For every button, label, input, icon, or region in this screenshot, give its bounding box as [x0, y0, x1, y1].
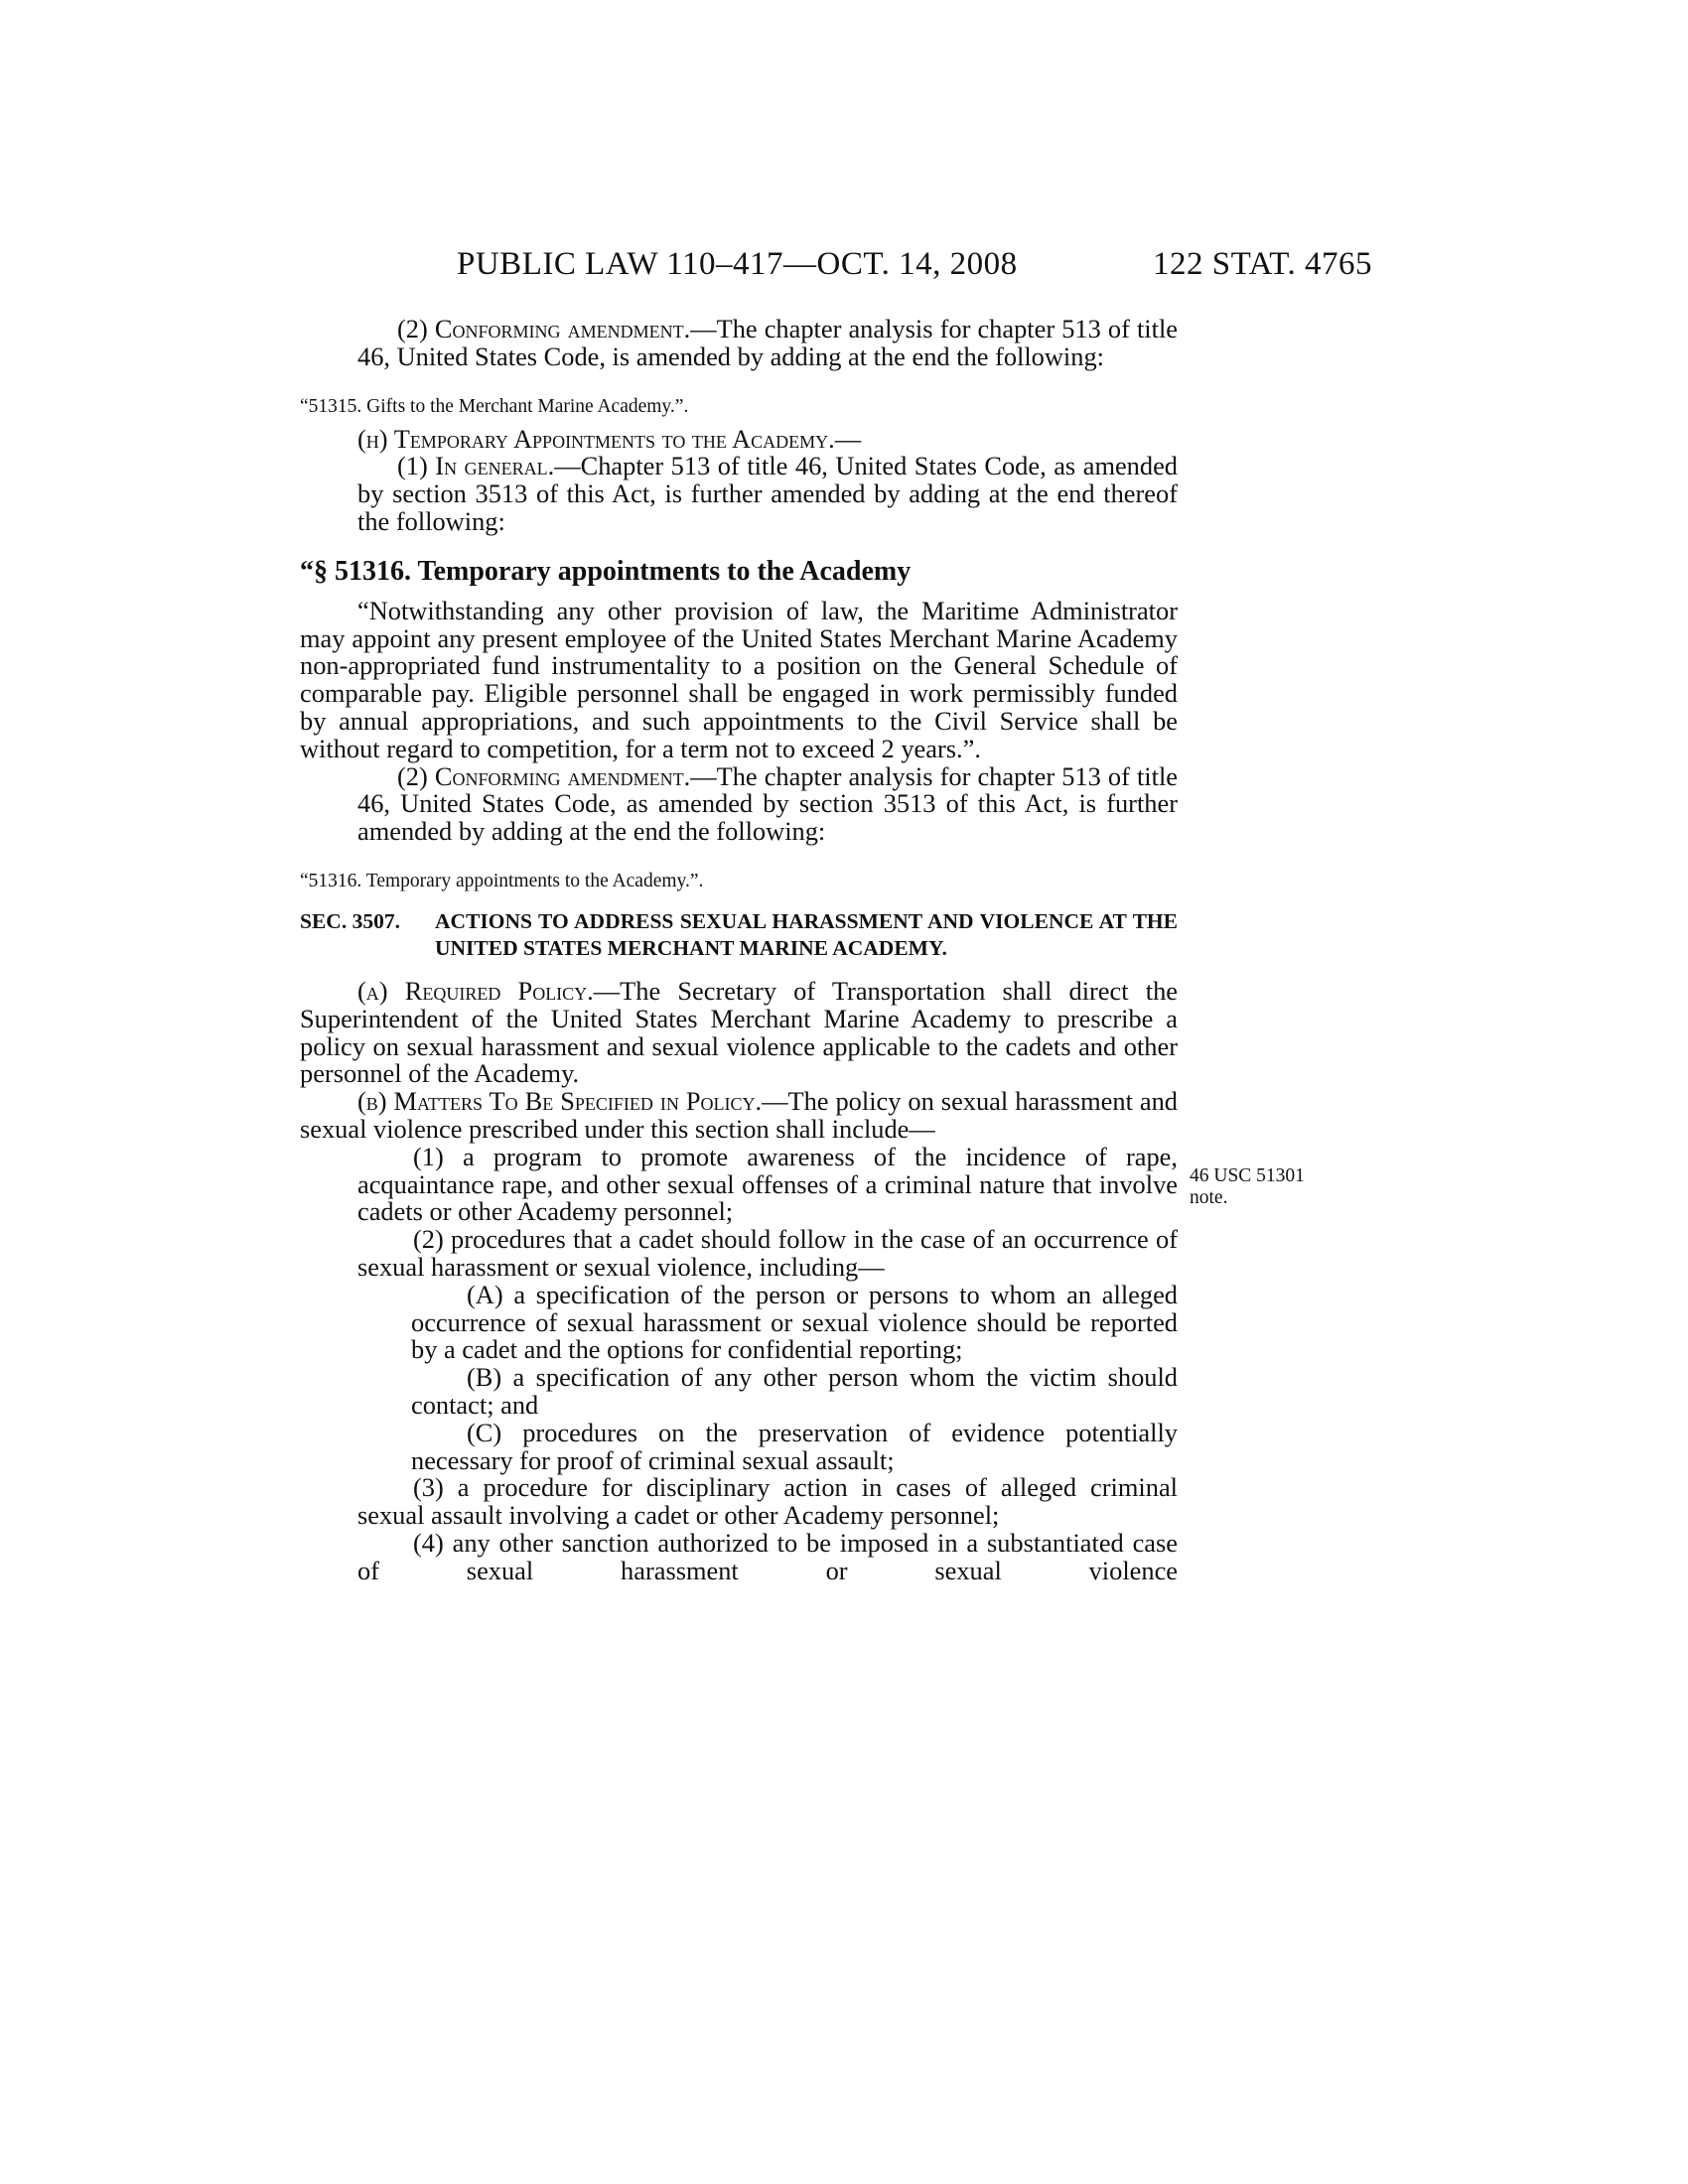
- subsection-heading: (a) Required Policy.: [357, 975, 594, 1006]
- heading-dash: —: [834, 423, 862, 454]
- subparagraph-c: (C) procedures on the preservation of evidence potentially necessary for proof of criminal sexual assault;: [411, 1417, 1178, 1475]
- chapter-analysis-entry: “51315. Gifts to the Merchant Marine Academy.”.: [300, 395, 689, 417]
- subsection-text: —The policy on sexual harassment and sexual violence prescribed under this section shall include—: [300, 1086, 1178, 1144]
- section-number: SEC. 3507.: [300, 908, 400, 933]
- subparagraph-b: (B) a specification of any other person whom the victim should contact; and: [411, 1362, 1178, 1420]
- paragraph-text: —The chapter analysis for chapter 513 of title 46, United States Code, as amended by section 3513 of this Act, is further amended by adding at the end the following:: [357, 760, 1179, 847]
- paragraph-b4: (4) any other sanction authorized to be imposed in a substantiated case of sexual harassment or sexual violence: [357, 1527, 1178, 1585]
- margin-note-label: note.: [1190, 1187, 1228, 1208]
- usc-margin-note: [1190, 1165, 1358, 1209]
- chapter-analysis-entry: “51316. Temporary appointments to the Academy.”.: [300, 870, 704, 891]
- paragraph-heading: (2) Conforming amendment.: [397, 314, 691, 343]
- subsection-heading-text: (h) Temporary Appointments to the Academy.: [357, 423, 835, 454]
- paragraph-b2: (2) procedures that a cadet should follow in the case of an occurrence of sexual harassment or sexual violence, including—: [357, 1224, 1178, 1282]
- statute-page-number: 122 STAT. 4765: [1152, 246, 1372, 282]
- subsection-h-heading: [357, 423, 1178, 454]
- paragraph-text: —The chapter analysis for chapter 513 of title 46, United States Code, is amended by adding at the end the following:: [357, 314, 1179, 371]
- section-heading: “§ 51316. Temporary appointments to the Academy: [300, 555, 912, 587]
- paragraph-heading: (1) In general.: [397, 451, 555, 481]
- subsection-heading: (b) Matters To Be Specified in Policy.: [357, 1086, 763, 1117]
- margin-note-citation: 46 USC 51301: [1190, 1165, 1305, 1186]
- section-header: [300, 908, 1178, 962]
- paragraph-b3: (3) a procedure for disciplinary action in cases of alleged criminal sexual assault involving a cadet or other Academy personnel;: [357, 1472, 1178, 1531]
- paragraph-h1: [357, 453, 1178, 535]
- spacer: [300, 536, 1178, 556]
- running-header: [457, 244, 1370, 284]
- paragraph-g2: [357, 316, 1178, 371]
- section-title: ACTIONS TO ADDRESS SEXUAL HARASSMENT AND VIOLENCE AT THE UNITED STATES MERCHANT MARINE ACADEMY.: [435, 908, 1178, 960]
- paragraph-b1: (1) a program to promote awareness of the incidence of rape, acquaintance rape, and other sexual offenses of a criminal nature that involve cadets or other Academy personnel;: [357, 1141, 1178, 1227]
- subsection-text: —The Secretary of Transportation shall direct the Superintendent of the United States Merchant Marine Academy to prescribe a policy on sexual harassment and sexual violence applicable to the cadets and other personnel of the Academy.: [300, 975, 1178, 1089]
- subsection-b: [300, 1088, 1178, 1144]
- paragraph-text: —Chapter 513 of title 46, United States Code, as amended by section 3513 of this Act, is further amended by adding at the end thereof the following:: [357, 451, 1178, 536]
- paragraph-h2: [357, 760, 1179, 847]
- subparagraph-a: (A) a specification of the person or persons to whom an alleged occurrence of sexual harassment or sexual violence should be reported by a cadet and the options for confidential reporting;: [411, 1279, 1178, 1365]
- spacer: [300, 371, 1178, 393]
- spacer: [300, 894, 1178, 908]
- subsection-a: [300, 975, 1178, 1089]
- paragraph-heading: (2) Conforming amendment.: [397, 760, 691, 791]
- public-law-citation: PUBLIC LAW 110–417—OCT. 14, 2008: [457, 246, 1018, 282]
- page-body: [300, 316, 1178, 1584]
- quoted-section-text: “Notwithstanding any other provision of law, the Maritime Administrator may appoint any present employee of the United States Merchant Marine Academy non-appropriated fund instrumentality to a position on the General Schedule of comparable pay. Eligible personnel shall be engaged in work permissibly funded by annual appropriations, and such appointments to the Civil Service shall be without regard to competition, for a term not to exceed 2 years.”.: [300, 595, 1178, 763]
- spacer: [300, 846, 1178, 868]
